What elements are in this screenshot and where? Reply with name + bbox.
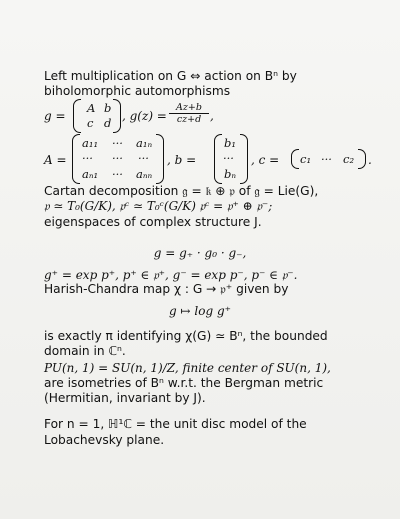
hermitian-line: (Hermitian, invariant by J). — [44, 391, 206, 405]
c-trailing-period: . — [368, 153, 372, 167]
b-equals-label: , b = — [167, 153, 197, 167]
matrix-g-c: c — [87, 116, 94, 130]
left-paren-icon — [214, 134, 222, 184]
matrix-A-r3c2: ··· — [112, 167, 123, 181]
matrix-g — [73, 99, 121, 133]
matrix-A — [72, 134, 164, 184]
vector-b — [214, 134, 248, 184]
matrix-g-a: A — [87, 101, 96, 115]
right-paren-icon — [358, 149, 366, 169]
matrix-A-r2c2: ··· — [112, 151, 123, 165]
fraction-numerator: Az+b — [176, 102, 202, 113]
left-paren-icon — [72, 134, 80, 184]
vector-b-r2: ··· — [223, 151, 234, 165]
matrix-A-r2c3: ··· — [138, 151, 149, 165]
text-line-left-multiplication: Left multiplication on G ⇔ action on Bⁿ by — [44, 69, 297, 83]
isometries-line: are isometries of Bⁿ w.r.t. the Bergman metric — [44, 376, 324, 390]
left-paren-icon — [73, 99, 81, 133]
decomposition-formula: g = g₊ · g₀ · g₋, — [153, 246, 247, 260]
A-equals-label: A = — [44, 153, 67, 167]
right-paren-icon — [240, 134, 248, 184]
matrix-A-r2c1: ··· — [82, 151, 93, 165]
unit-disc-line: For n = 1, ℍ¹ℂ = the unit disc model of the — [44, 417, 307, 431]
vector-c-1: c₁ — [300, 152, 312, 166]
vector-b-r1: b₁ — [224, 136, 236, 150]
matrix-A-r1c2: ··· — [112, 136, 123, 150]
text-line-biholomorphic: biholomorphic automorphisms — [44, 84, 231, 98]
cartan-decomposition-line: Cartan decomposition 𝔤 = 𝔨 ⊕ 𝔭 of 𝔤 = Lie(G), — [44, 184, 319, 198]
projective-unitary-line: PU(n, 1) = SU(n, 1)/Z, finite center of SU(n, 1), — [44, 361, 331, 375]
vector-b-r3: bₙ — [224, 167, 237, 181]
harish-chandra-line: Harish-Chandra map χ : G → 𝔭⁺ given by — [44, 282, 289, 296]
vector-c-2: ··· — [321, 152, 332, 166]
matrix-A-r1c3: a₁ₙ — [136, 136, 153, 150]
g-equals-label: g = — [44, 109, 66, 123]
lobachevsky-line: Lobachevsky plane. — [44, 433, 165, 447]
tangent-space-line: 𝔭 ≃ T₀(G/K), 𝔭ᶜ ≃ T₀ᶜ(G/K) 𝔭ᶜ = 𝔭⁺ ⊕ 𝔭⁻; — [44, 199, 273, 213]
g-of-z-trailing-comma: , — [210, 109, 214, 123]
matrix-A-r1c1: a₁₁ — [82, 136, 99, 150]
matrix-A-r3c1: aₙ₁ — [82, 167, 99, 181]
exponential-line: g⁺ = exp p⁺, p⁺ ∈ 𝔭⁺, g⁻ = exp p⁻, p⁻ ∈ 𝔭⁻. — [44, 268, 298, 282]
log-map-formula: g ↦ log g⁺ — [169, 304, 231, 318]
right-paren-icon — [113, 99, 121, 133]
vector-c-3: c₂ — [343, 152, 355, 166]
g-of-z-fraction — [169, 102, 209, 125]
right-paren-icon — [156, 134, 164, 184]
matrix-A-r3c3: aₙₙ — [136, 167, 153, 181]
left-paren-icon — [291, 149, 299, 169]
bounded-domain-line: domain in ℂⁿ. — [44, 344, 126, 358]
eigenspaces-line: eigenspaces of complex structure J. — [44, 215, 262, 229]
identifying-line: is exactly π identifying χ(G) ≃ Bⁿ, the bounded — [44, 329, 328, 343]
c-equals-label: , c = — [251, 153, 280, 167]
g-of-z-label: , g(z) = — [122, 109, 167, 123]
matrix-g-b: b — [104, 101, 112, 115]
vector-c — [291, 149, 366, 169]
matrix-g-d: d — [104, 116, 112, 130]
fraction-denominator: cz+d — [176, 114, 202, 125]
